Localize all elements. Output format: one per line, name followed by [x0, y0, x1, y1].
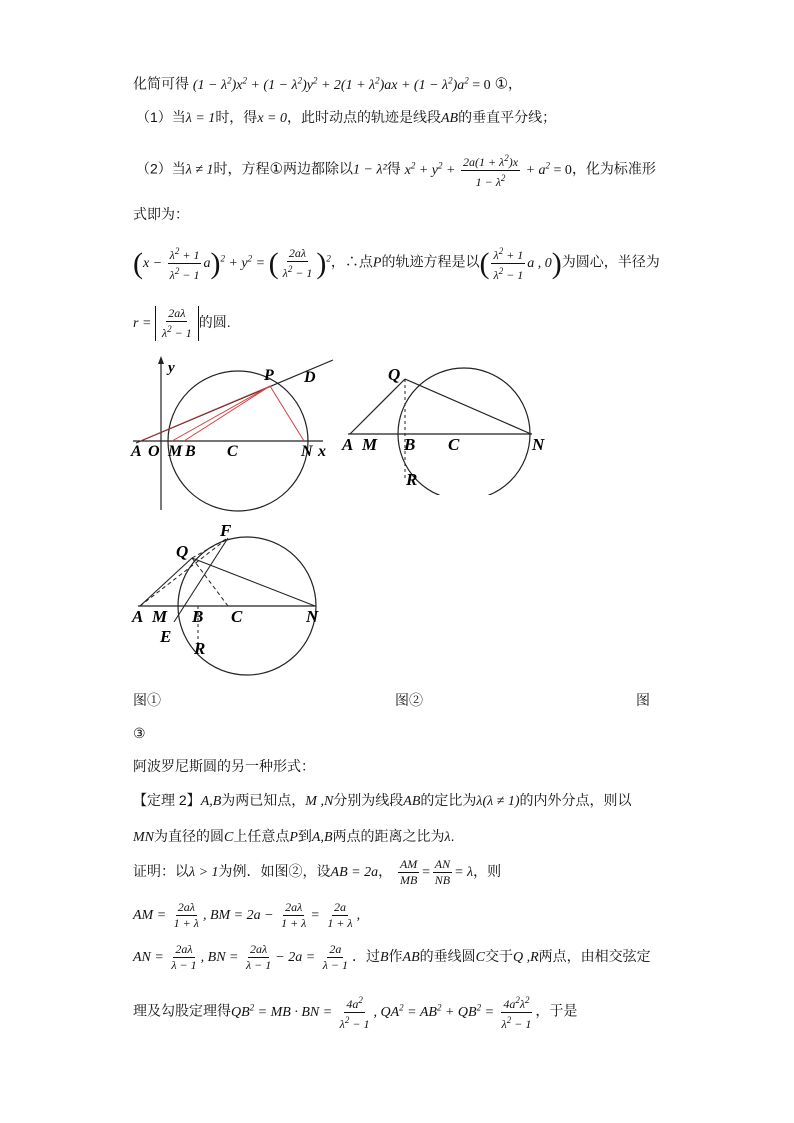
caption-fig-3-a: 图	[636, 692, 650, 708]
line5-rest: 的轨迹方程是以	[381, 253, 480, 270]
proof-c: C	[475, 950, 485, 965]
diagram1-pa	[140, 386, 270, 441]
case2-rest: 两边都除以	[283, 160, 353, 177]
label-n: N	[301, 443, 313, 460]
case1-end: 的垂直平分线；	[458, 109, 557, 125]
case2-get: 得	[386, 160, 401, 177]
line6-end: 的圆.	[198, 314, 231, 330]
case1-mid: 时，得	[215, 109, 258, 125]
theorem-t6: 上任意点	[233, 828, 290, 844]
radius-line	[133, 305, 231, 341]
center-point: ( $\frac{\lambda^2 + 1}{\lambda^2 - 1}$ a , 0)	[479, 245, 562, 282]
diagram2-qn	[405, 379, 531, 434]
proof-seg: AB	[402, 950, 420, 965]
label-e: E	[160, 627, 172, 646]
am-bm-formula: AM = $\frac{2a\lambda}{1 + \lambda}$ , BM = 2a − $\frac{2a\lambda}{1 + \lambda}$ = $\frac{2a}{1 + \lambda}$ ,	[133, 900, 361, 931]
label-a: A	[131, 443, 142, 460]
equation-number-1: ①	[494, 74, 509, 93]
caption-fig-2: 图②	[395, 692, 423, 708]
line4: 式即为：	[133, 206, 189, 222]
diagram1-pb	[184, 386, 270, 441]
label-r: R	[194, 639, 206, 658]
case2-cond: λ ≠ 1	[185, 162, 214, 178]
theorem-ab: A,B	[200, 794, 222, 809]
apollonius-heading: 阿波罗尼斯圆的另一种形式：	[133, 758, 315, 774]
theorem-t2: 分别为线段	[333, 792, 404, 808]
proof-t2: ，	[378, 863, 393, 879]
label-b: B	[192, 607, 204, 626]
theorem-tag: 【定理 2】	[133, 792, 201, 808]
proof-t10: ，于是	[535, 1002, 578, 1019]
line1-lead: 化简可得	[133, 75, 189, 92]
proof-lead: 证明：以	[133, 863, 189, 879]
label-f: F	[220, 522, 232, 540]
proof-t4: ．过	[351, 948, 380, 964]
theorem-t7: 到	[297, 828, 312, 844]
theorem-p: P	[289, 830, 298, 845]
diagram-2	[340, 355, 555, 495]
theorem-t8: 两点的距离之比为	[332, 828, 445, 844]
equation-ref: ①	[269, 159, 283, 178]
theorem-seg: AB	[403, 794, 421, 809]
proof-t1: 为例．如图②，设	[218, 863, 331, 879]
an-bn-formula: AN = $\frac{2a\lambda}{\lambda - 1}$ , BN = $\frac{2a\lambda}{\lambda - 1}$ − 2a = $\frac{2a}{\lambda - 1}$	[133, 942, 348, 973]
theorem-t5: 为直径的圆	[154, 828, 224, 844]
divided-equation: $x^2 + y^2$ + $\frac{2a(1 + \lambda^2)x}{1 - \lambda^2}$ + $a^2 = 0$	[404, 152, 572, 189]
label-m: M	[362, 435, 378, 454]
theorem-ab2: A,B	[311, 830, 333, 845]
standard-form-equation: (x − $\frac{\lambda^2 + 1}{\lambda^2 - 1}$ $a)^2 + y^2$ = ( $\frac{2a\lambda}{\lambda^2 - 1}$ )$^2$	[133, 245, 331, 282]
line5-end: 为圆心，半径为	[561, 253, 660, 270]
line1-tail: ，	[508, 75, 523, 92]
diagram3-aq	[140, 558, 192, 606]
theorem-line-1	[133, 790, 632, 812]
label-n: N	[532, 435, 545, 454]
theorem-t9: .	[450, 828, 455, 844]
theorem-t1: 为两已知点，	[221, 792, 306, 808]
case1-seg: AB	[440, 111, 459, 126]
diagram-1	[128, 350, 343, 515]
case2-div: 1 − λ²	[353, 162, 387, 178]
standard-form-line	[133, 238, 660, 284]
label-q: Q	[176, 542, 189, 561]
diagram1-pn	[270, 386, 304, 441]
label-c: C	[448, 435, 460, 454]
proof-b: B	[379, 950, 389, 965]
theorem-t4: 的内外分点，则以	[519, 792, 632, 808]
theorem-lam: λ(λ ≠ 1)	[476, 794, 520, 809]
label-o: O	[148, 443, 160, 460]
theorem-mn: M ,N	[305, 794, 334, 809]
diagram-3	[130, 522, 330, 677]
label-c: C	[231, 607, 243, 626]
proof-t9: 理及勾股定理得	[133, 1002, 231, 1019]
proof-t3: ，则	[473, 863, 502, 879]
line5-p: P	[372, 255, 382, 271]
theorem-t3: 的定比为	[420, 792, 477, 808]
proof-t8: 两点，由相交弦定	[538, 948, 651, 964]
case2-mid: 时，方程	[213, 160, 270, 177]
theorem-line-2	[133, 826, 454, 848]
label-m: M	[168, 443, 183, 460]
case1-eq: x = 0	[257, 111, 287, 126]
caption-fig-1: 图①	[133, 692, 161, 708]
case-1-line	[136, 107, 556, 129]
proof-cond: λ > 1	[189, 865, 219, 880]
label-b: B	[185, 443, 196, 460]
label-n: N	[306, 607, 319, 626]
theorem-mn2: MN	[133, 830, 154, 845]
diagram2-circle	[398, 368, 530, 495]
equation-line-1	[133, 70, 522, 96]
case2-prefix: （2）当	[136, 160, 186, 177]
label-c: C	[227, 443, 238, 460]
caption-fig-3-b: ③	[133, 725, 146, 741]
label-a: A	[342, 435, 354, 454]
proof-line-4	[133, 988, 577, 1032]
case1-prefix: （1）当	[136, 109, 186, 125]
proof-eq: AB = 2a	[330, 865, 379, 880]
label-x: x	[318, 443, 326, 460]
label-m: M	[152, 607, 168, 626]
diagram2-aq	[350, 379, 405, 434]
proof-line-2	[133, 895, 360, 935]
label-a: A	[132, 607, 144, 626]
case-2-line	[136, 148, 656, 190]
label-y: y	[168, 360, 175, 376]
proof-t5: 作	[388, 948, 403, 964]
label-p: P	[264, 367, 274, 384]
label-r: R	[406, 470, 418, 489]
ratio-equation: $\frac{AM}{MB}$ = $\frac{AN}{NB}$ = λ	[399, 857, 474, 888]
proof-t7: 交于	[485, 948, 513, 964]
case1-rest: ，此时动点的轨迹是线段	[286, 109, 441, 125]
label-b: B	[404, 435, 416, 454]
label-d: D	[304, 369, 316, 386]
label-q: Q	[388, 365, 401, 384]
case1-cond: λ = 1	[185, 111, 216, 126]
proof-line-1	[133, 852, 501, 892]
proof-qr: Q ,R	[513, 950, 539, 965]
proof-line-3	[133, 937, 651, 977]
theorem-c: C	[224, 830, 234, 845]
diagram1-axes	[133, 356, 323, 510]
expanded-equation: $(1 - \lambda^2)x^2 + (1 - \lambda^2)y^2 + 2(1 + \lambda^2)ax + (1 - \lambda^2)a^2 = 0$	[192, 75, 491, 93]
radius-formula: r = $\frac{2a\lambda}{\lambda^2 - 1}$	[133, 316, 199, 331]
case2-end: ，化为标准形	[571, 160, 656, 177]
line5-mid: ，∴点	[330, 253, 373, 270]
chord-pythag-formula: $QB^2$ = MB · BN = $\frac{4a^2}{\lambda^2 - 1}$ , $QA^2 = AB^2 + QB^2$ = $\frac{4a^2\lambda^2}{\lambda^2 - 1}$	[231, 994, 532, 1031]
proof-t6: 的垂线圆	[419, 948, 476, 964]
theorem-lam2: λ	[444, 830, 451, 845]
